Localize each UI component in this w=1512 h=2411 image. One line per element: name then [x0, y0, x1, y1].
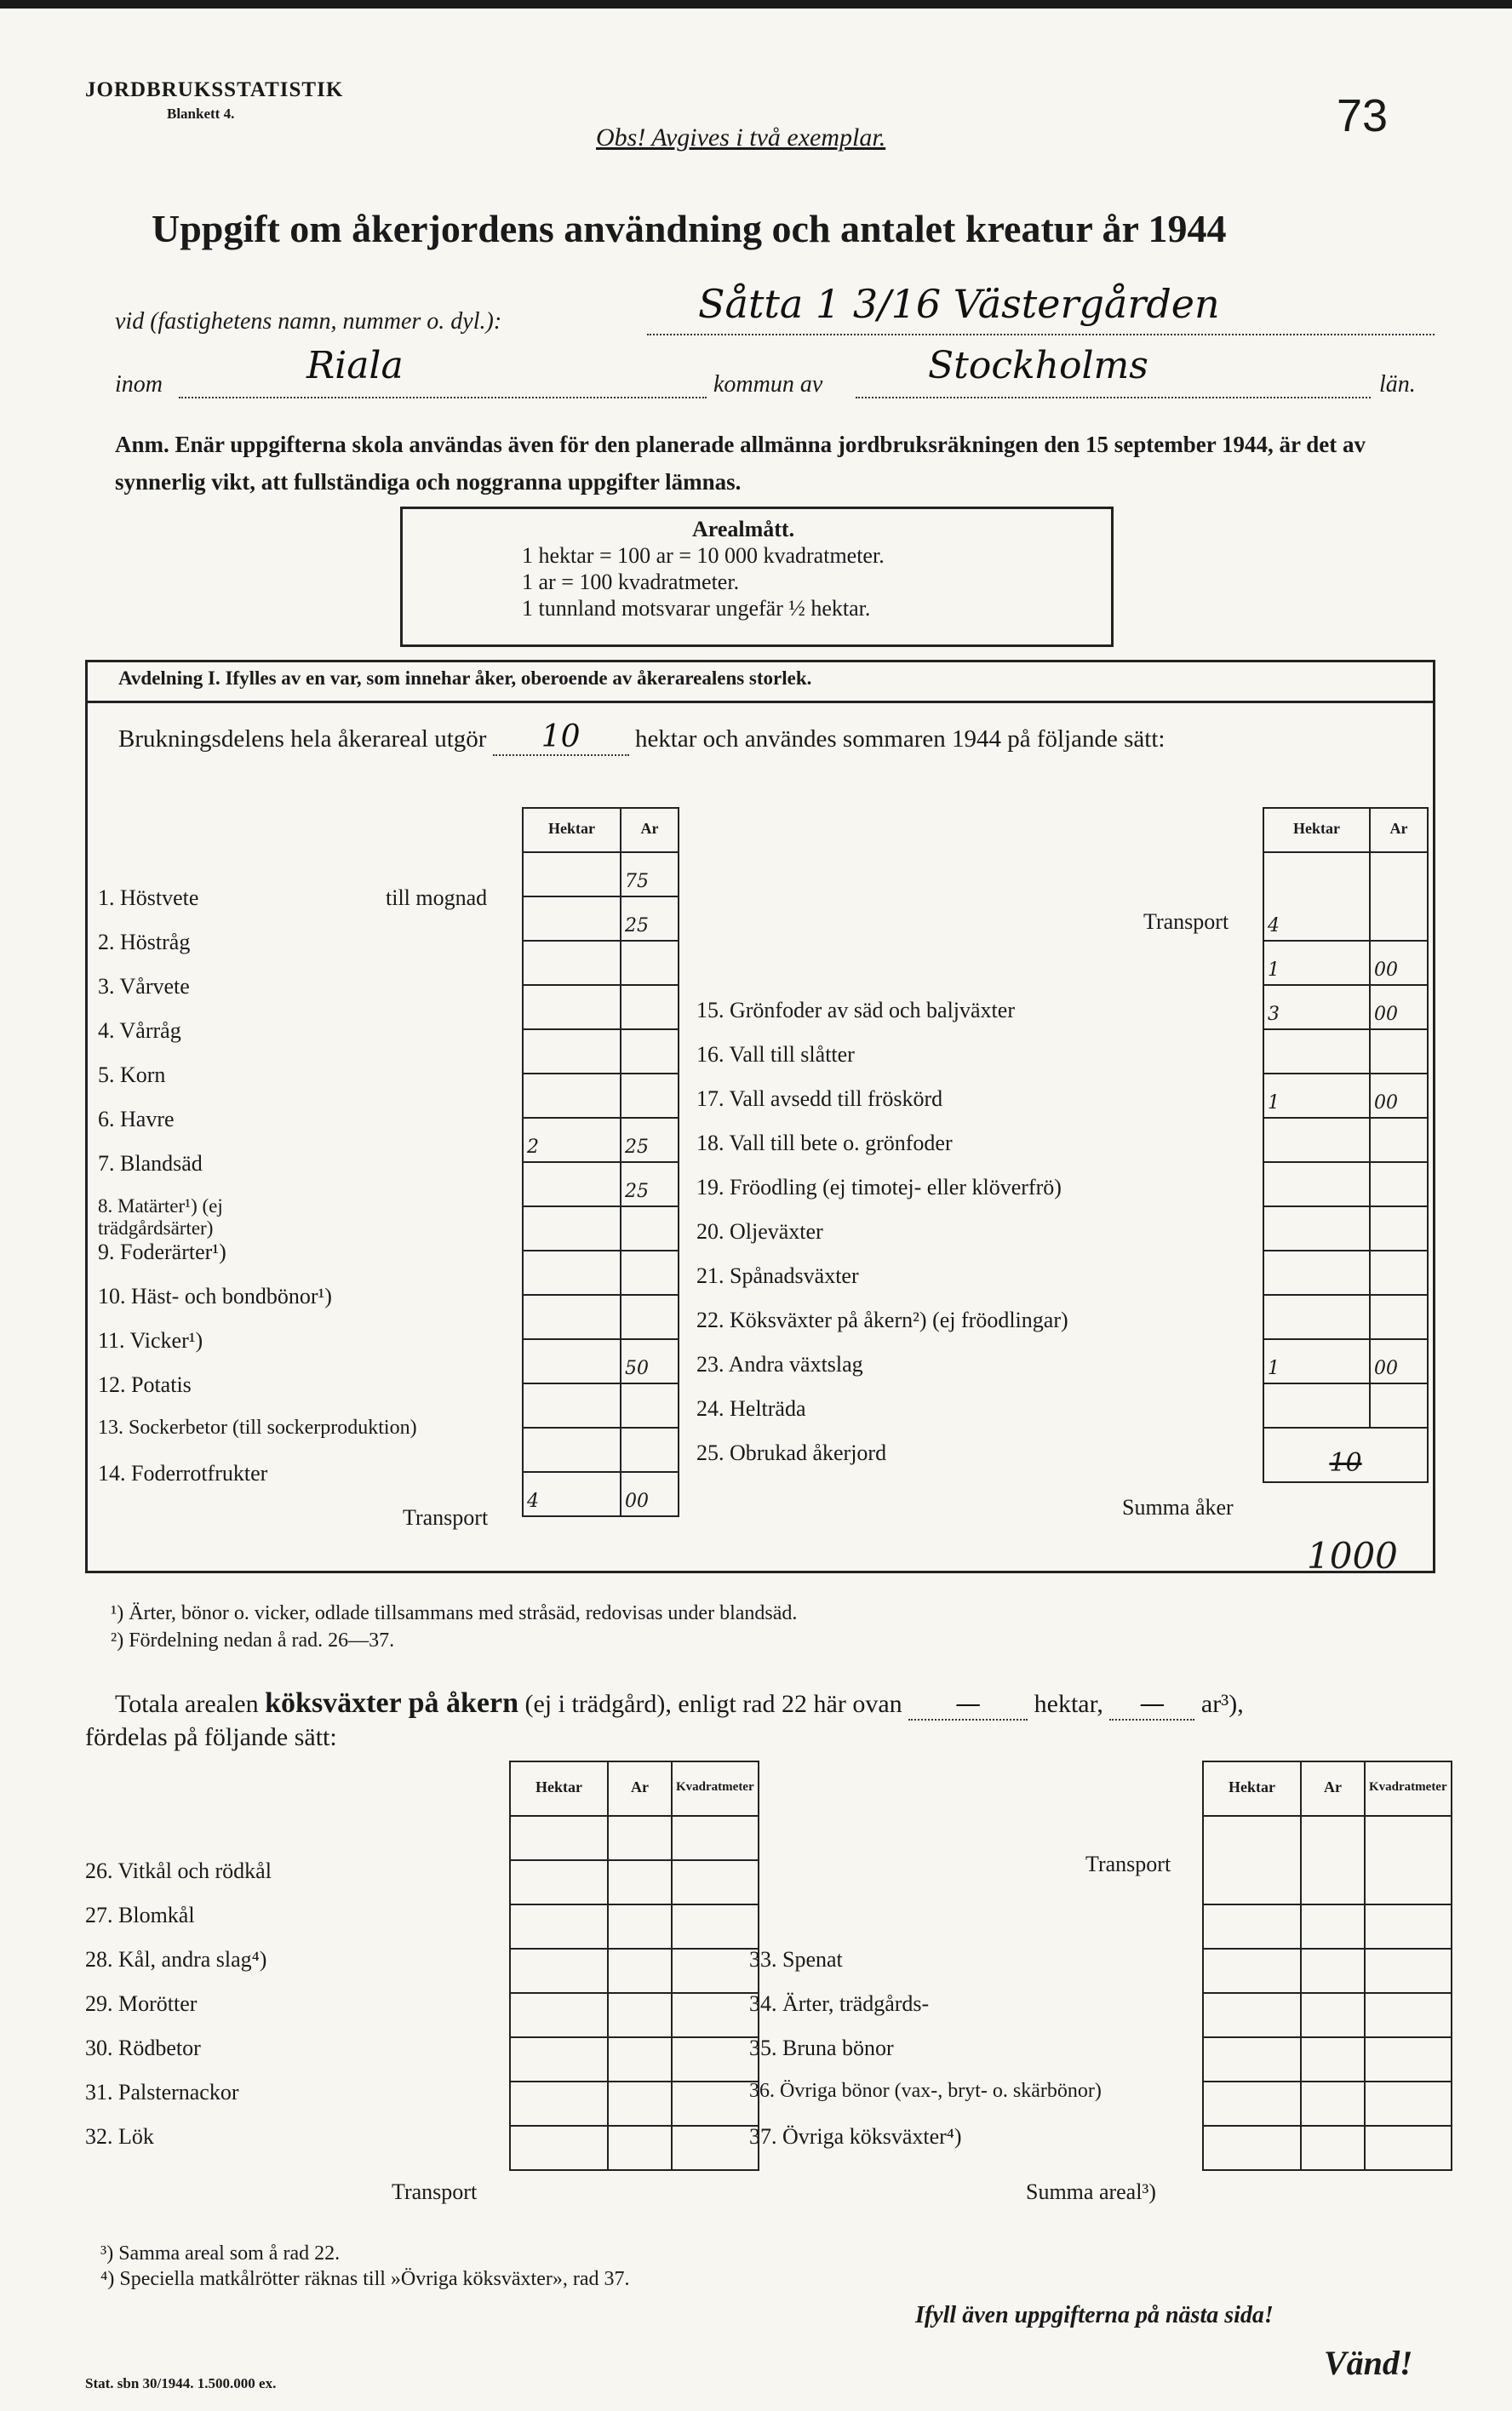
- col-ar: Ar: [1301, 1761, 1365, 1816]
- cell[interactable]: [510, 1904, 608, 1949]
- veg-summa-label: Summa areal³): [1026, 2179, 1156, 2204]
- row-label: 13. Sockerbetor (till sockerproduktion): [98, 1417, 417, 1439]
- veg-row-label: 26. Vitkål och rödkål: [85, 1858, 272, 1883]
- right-transport-hektar[interactable]: 4: [1263, 852, 1370, 941]
- section-1-intro: [118, 720, 1421, 756]
- note-text: Anm. Enär uppgifterna skola användas även för den planerade allmänna jordbruksräkningen den 15 september 1944, är det av synnerlig vikt, att fullständiga och noggranna uppgifter lämnas.: [115, 432, 1366, 495]
- cell[interactable]: 00: [1370, 1339, 1428, 1383]
- intro-a: Brukningsdelens hela åkerareal utgör: [118, 725, 487, 753]
- cell[interactable]: [1203, 1904, 1301, 1949]
- col-ar: Ar: [621, 808, 679, 852]
- summa-aker-cell[interactable]: [1263, 1428, 1428, 1482]
- right-crop-table: [1263, 807, 1429, 1483]
- cell[interactable]: [523, 1074, 621, 1118]
- top-border: [0, 0, 1512, 9]
- row-label: 19. Fröodling (ej timotej- eller klöverfrö): [696, 1175, 1062, 1200]
- cell[interactable]: [621, 1251, 679, 1295]
- row-label: 20. Oljeväxter: [696, 1219, 823, 1244]
- cell[interactable]: 00: [1370, 985, 1428, 1029]
- row-label: 12. Potatis: [98, 1372, 192, 1397]
- cell[interactable]: [1370, 1206, 1428, 1251]
- row-label: 6. Havre: [98, 1107, 175, 1131]
- till-mognad: till mognad: [386, 885, 488, 910]
- row-label: 17. Vall avsedd till fröskörd: [696, 1086, 943, 1111]
- cell[interactable]: [1263, 1162, 1370, 1206]
- area-line-2: 1 ar = 100 kvadratmeter.: [522, 570, 740, 594]
- veg-row-label: 37. Övriga köksväxter⁴): [749, 2124, 962, 2149]
- transport-hektar[interactable]: 4: [523, 1472, 621, 1516]
- cell[interactable]: [1365, 2082, 1452, 2126]
- cell[interactable]: [1365, 1816, 1452, 1904]
- cell[interactable]: [608, 1860, 672, 1904]
- row-label: 5. Korn: [98, 1062, 166, 1087]
- cell[interactable]: [1203, 2126, 1301, 2170]
- cell[interactable]: [1301, 1816, 1365, 1904]
- veg-row-label: 35. Bruna bönor: [749, 2036, 894, 2060]
- area-line-1: 1 hektar = 100 ar = 10 000 kvadratmeter.: [522, 543, 885, 568]
- left-veg-table: [509, 1761, 759, 2171]
- total-area-value[interactable]: 10: [493, 720, 629, 756]
- cell[interactable]: [621, 1029, 679, 1074]
- cell[interactable]: [510, 1949, 608, 1993]
- cell[interactable]: [1203, 1993, 1301, 2037]
- cell[interactable]: [523, 1251, 621, 1295]
- cell[interactable]: [621, 1206, 679, 1251]
- row-label: 11. Vicker¹): [98, 1328, 203, 1353]
- col-hektar: Hektar: [1203, 1761, 1301, 1816]
- cell[interactable]: [510, 2082, 608, 2126]
- print-info: Stat. sbn 30/1944. 1.500.000 ex.: [85, 2375, 277, 2391]
- row-label: 1. Höstvete: [98, 885, 199, 910]
- intro2-b: (ej i trädgård), enligt rad 22 här ovan: [524, 1690, 902, 1718]
- cell[interactable]: [1370, 1162, 1428, 1206]
- vid-value[interactable]: Såtta 1 3/16 Västergården: [698, 281, 1220, 327]
- summa-corrected[interactable]: 1000: [1307, 1535, 1398, 1577]
- cell[interactable]: [1301, 2082, 1365, 2126]
- cell[interactable]: [1365, 2126, 1452, 2170]
- cell[interactable]: [1263, 1295, 1370, 1339]
- cell[interactable]: [1370, 1295, 1428, 1339]
- veg-row-label: 31. Palsternackor: [85, 2080, 239, 2105]
- page-title: Uppgift om åkerjordens användning och antalet kreatur år 1944: [152, 207, 1227, 250]
- footnote-1: ¹) Ärter, bönor o. vicker, odlade tillsammans med stråsäd, redovisas under blandsäd.: [111, 1602, 798, 1624]
- veg-right-transport: Transport: [1085, 1852, 1171, 1876]
- cell[interactable]: [1370, 1029, 1428, 1074]
- area-box-title: Arealmått.: [692, 517, 795, 541]
- cell[interactable]: [1203, 1816, 1301, 1904]
- col-hektar: Hektar: [1263, 808, 1370, 852]
- cell[interactable]: [510, 1816, 608, 1860]
- veg-row-label: 29. Morötter: [85, 1991, 198, 2016]
- cell[interactable]: [672, 2037, 759, 2082]
- cell[interactable]: [1365, 1904, 1452, 1949]
- footnote-3: ³) Samma areal som å rad 22.: [100, 2242, 341, 2265]
- cell[interactable]: [1370, 1118, 1428, 1162]
- cell[interactable]: [672, 1949, 759, 1993]
- intro2-a: Totala arealen: [115, 1690, 259, 1718]
- ar-label: ar³),: [1200, 1690, 1244, 1718]
- cell[interactable]: [1263, 1383, 1370, 1428]
- cell[interactable]: 2: [523, 1118, 621, 1162]
- area-measure-box: [400, 507, 1114, 647]
- cell[interactable]: [621, 985, 679, 1029]
- vid-line: [647, 334, 1435, 335]
- intro-b: hektar och användes sommaren 1944 på följande sätt:: [634, 725, 1166, 753]
- cell[interactable]: [523, 1162, 621, 1206]
- cell[interactable]: [1301, 1904, 1365, 1949]
- cell[interactable]: [523, 1339, 621, 1383]
- inom-value[interactable]: Riala: [306, 344, 404, 387]
- row-label: 14. Foderrotfrukter: [98, 1461, 268, 1486]
- area-line-3: 1 tunnland motsvarar ungefär ½ hektar.: [522, 596, 871, 621]
- veg-row-label: 28. Kål, andra slag⁴): [85, 1947, 267, 1972]
- cell[interactable]: [510, 2037, 608, 2082]
- intro2-bold: köksväxter på åkern: [265, 1687, 518, 1719]
- cell[interactable]: [523, 1206, 621, 1251]
- cell[interactable]: [608, 1816, 672, 1860]
- row-label: 9. Foderärter¹): [98, 1240, 226, 1264]
- kommun-line: [856, 397, 1371, 398]
- cell[interactable]: [523, 985, 621, 1029]
- row-label: 21. Spånadsväxter: [696, 1263, 859, 1288]
- cell[interactable]: [1370, 1251, 1428, 1295]
- cell[interactable]: [1263, 1029, 1370, 1074]
- cell[interactable]: [510, 1860, 608, 1904]
- cell[interactable]: [523, 1295, 621, 1339]
- cell[interactable]: [672, 1904, 759, 1949]
- cell[interactable]: [608, 1904, 672, 1949]
- vid-label: vid (fastighetens namn, nummer o. dyl.):: [115, 308, 502, 335]
- veg-left-transport: Transport: [392, 2179, 478, 2204]
- hektar-label: hektar,: [1034, 1690, 1103, 1718]
- cell[interactable]: [672, 1816, 759, 1860]
- col-hektar: Hektar: [523, 808, 621, 852]
- cell[interactable]: [608, 1949, 672, 1993]
- cell[interactable]: [1301, 2126, 1365, 2170]
- row-label: 16. Vall till slåtter: [696, 1042, 855, 1067]
- cell[interactable]: [608, 1993, 672, 2037]
- cell[interactable]: [672, 1860, 759, 1904]
- summa-aker-label: Summa åker: [1122, 1495, 1234, 1520]
- cell[interactable]: [608, 2037, 672, 2082]
- row-label: 18. Vall till bete o. grönfoder: [696, 1131, 953, 1155]
- veg-row-label: 32. Lök: [85, 2124, 154, 2149]
- cell[interactable]: [1203, 2037, 1301, 2082]
- form-number: Blankett 4.: [167, 106, 235, 122]
- cell[interactable]: [1301, 2037, 1365, 2082]
- cell[interactable]: [510, 2126, 608, 2170]
- cell[interactable]: [523, 852, 621, 896]
- cell[interactable]: [523, 1029, 621, 1074]
- left-transport-label: Transport: [403, 1505, 489, 1530]
- kommun-value[interactable]: Stockholms: [928, 344, 1148, 387]
- veg-row-label: 36. Övriga bönor (vax-, bryt- o. skärbönor): [749, 2080, 1102, 2102]
- cell[interactable]: [510, 1993, 608, 2037]
- kok-ar-value[interactable]: —: [1109, 1689, 1194, 1721]
- row-label: 2. Höstråg: [98, 930, 191, 954]
- cell[interactable]: [1365, 1949, 1452, 1993]
- cell[interactable]: [1263, 1118, 1370, 1162]
- cell[interactable]: [1263, 1206, 1370, 1251]
- veg-row-label: 33. Spenat: [749, 1947, 843, 1972]
- cell[interactable]: [672, 1993, 759, 2037]
- cell[interactable]: 1: [1263, 1339, 1370, 1383]
- row-label: 3. Vårvete: [98, 974, 190, 999]
- cell[interactable]: [621, 1295, 679, 1339]
- veg-row-label: 34. Ärter, trädgårds-: [749, 1991, 930, 2016]
- cell[interactable]: [1263, 1251, 1370, 1295]
- row-label: 25. Obrukad åkerjord: [696, 1440, 887, 1465]
- cell[interactable]: 50: [621, 1339, 679, 1383]
- cell[interactable]: 25: [621, 1118, 679, 1162]
- transport-ar[interactable]: 00: [621, 1472, 679, 1516]
- right-transport-label: Transport: [1143, 909, 1229, 934]
- turn-over: Vänd!: [1324, 2344, 1413, 2382]
- cell[interactable]: [523, 1428, 621, 1472]
- row-label: 10. Häst- och bondbönor¹): [98, 1284, 332, 1309]
- cell[interactable]: [1203, 2082, 1301, 2126]
- cell[interactable]: [523, 1383, 621, 1428]
- inom-line: [179, 397, 707, 398]
- cell[interactable]: [608, 2126, 672, 2170]
- cell[interactable]: 1: [1263, 941, 1370, 985]
- row-label: 24. Helträda: [696, 1396, 806, 1421]
- cell[interactable]: 00: [1370, 941, 1428, 985]
- cell[interactable]: 25: [621, 1162, 679, 1206]
- cell[interactable]: [523, 896, 621, 941]
- copies-notice: Obs! Avgives i två exemplar.: [596, 123, 886, 152]
- veg-row-label: 27. Blomkål: [85, 1903, 195, 1927]
- cell[interactable]: [621, 1428, 679, 1472]
- cell[interactable]: 25: [621, 896, 679, 941]
- left-crop-table: [522, 807, 679, 1517]
- row-label: 15. Grönfoder av säd och baljväxter: [696, 998, 1015, 1022]
- cell[interactable]: [1365, 2037, 1452, 2082]
- col-hektar: Hektar: [510, 1761, 608, 1816]
- row-label: 8. Matärter¹) (ej trädgårdsärter): [98, 1195, 223, 1239]
- col-ar: Ar: [608, 1761, 672, 1816]
- cell[interactable]: 3: [1263, 985, 1370, 1029]
- footnote-4: ⁴) Speciella matkålrötter räknas till »Övriga köksväxter», rad 37.: [100, 2268, 630, 2290]
- footnote-2: ²) Fördelning nedan å rad. 26—37.: [111, 1629, 395, 1652]
- cell[interactable]: [621, 1383, 679, 1428]
- row-label: 4. Vårråg: [98, 1018, 181, 1043]
- cell[interactable]: [621, 941, 679, 985]
- right-transport-ar[interactable]: [1370, 852, 1428, 941]
- lan-label: län.: [1379, 371, 1416, 398]
- section-1: [85, 660, 1435, 1577]
- row-label: 22. Köksväxter på åkern²) (ej fröodlingar): [696, 1308, 1068, 1332]
- row-label: 23. Andra växtslag: [696, 1352, 863, 1377]
- cell[interactable]: [608, 2082, 672, 2126]
- org-name: JORDBRUKSSTATISTIK: [85, 78, 344, 101]
- cell[interactable]: [1370, 1383, 1428, 1428]
- section-1-heading: Avdelning I. Ifylles av en var, som innehar åker, oberoende av åkerarealens storlek.: [88, 662, 1433, 703]
- cell[interactable]: [672, 2082, 759, 2126]
- cell[interactable]: [1365, 1993, 1452, 2037]
- inom-label: inom: [115, 371, 163, 398]
- veg-row-label: 30. Rödbetor: [85, 2036, 201, 2060]
- cell[interactable]: 1: [1263, 1074, 1370, 1118]
- cell[interactable]: [523, 941, 621, 985]
- cell[interactable]: [1203, 1949, 1301, 1993]
- cell[interactable]: [1301, 1993, 1365, 2037]
- reminder: Ifyll även uppgifterna på nästa sida!: [915, 2302, 1274, 2328]
- col-ar: Ar: [1370, 808, 1428, 852]
- cell[interactable]: 75: [621, 852, 679, 896]
- page-number: 73: [1337, 90, 1389, 141]
- intro2-c: fördelas på följande sätt:: [85, 1723, 337, 1751]
- right-veg-table: [1202, 1761, 1452, 2171]
- col-kvm: Kvadratmeter: [1365, 1761, 1452, 1816]
- kok-hektar-value[interactable]: —: [908, 1689, 1028, 1721]
- cell[interactable]: [1301, 1949, 1365, 1993]
- cell[interactable]: [621, 1074, 679, 1118]
- kommun-label: kommun av: [713, 371, 823, 398]
- cell[interactable]: 00: [1370, 1074, 1428, 1118]
- col-kvm: Kvadratmeter: [672, 1761, 759, 1816]
- summa-original: 10: [1329, 1448, 1362, 1478]
- row-label: 7. Blandsäd: [98, 1151, 203, 1176]
- section-2-intro: [115, 1687, 1244, 1721]
- cell[interactable]: [672, 2126, 759, 2170]
